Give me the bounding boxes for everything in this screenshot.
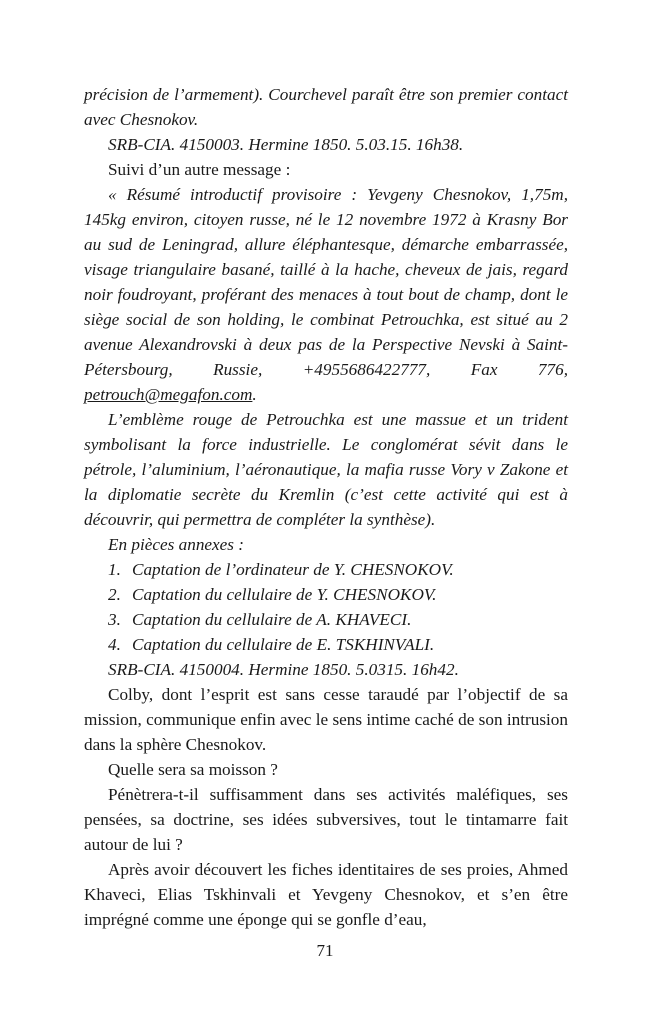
annex-text: Captation du cellulaire de A. KHAVECI. [132, 610, 412, 629]
paragraph-1: précision de l’armement). Courchevel paraît être son premier contact avec Chesnokov. [84, 85, 568, 129]
page-number: 71 [316, 941, 334, 960]
annex-item [84, 632, 568, 657]
paragraph-3: Suivi d’un autre message : [108, 160, 291, 179]
summary-end: . [252, 385, 257, 404]
email-link[interactable]: petrouch@megafon.com [84, 385, 253, 404]
emblem-paragraph: L’emblème rouge de Petrouchka est une massue et un trident symbolisant la force industrielle. Le conglomérat sévit dans le pétrole, l’aluminium, l’aéronautique, la mafia russe Vory v Zakone et la diplomatie secrète du Kremlin (c’est cette activité qui est à découvrir, qui permettra de compléter la synthèse). [84, 410, 568, 529]
annex-item [84, 557, 568, 582]
annex-text: Captation de l’ordinateur de Y. CHESNOKOV. [132, 560, 454, 579]
summary-text: « Résumé introductif provisoire : Yevgeny Chesnokov, 1,75m, 145kg environ, citoyen russe, né le 12 novembre 1972 à Krasny Bor au sud de Leningrad, allure éléphantesque, démarche embarrassée, visage triangulaire basané, taillé à la hache, cheveux de jais, regard noir foudroyant, proférant des menaces à tout bout de champ, dont le siège social de son holding, le combinat Petrouchka, est situé au 2 avenue Alexandrovski à deux pas de la Perspective Nevski à Saint-Pétersbourg, Russie, +4955686422777, Fax 776, [84, 185, 568, 379]
message-header-1: SRB-CIA. 4150003. Hermine 1850. 5.03.15. 16h38. [108, 135, 464, 154]
annex-text: Captation du cellulaire de E. TSKHINVALI. [132, 635, 435, 654]
annex-number: 1. [108, 560, 121, 579]
message-header-2: SRB-CIA. 4150004. Hermine 1850. 5.0315. 16h42. [108, 660, 459, 679]
summary-paragraph [84, 182, 568, 407]
annex-item [84, 607, 568, 632]
annex-number: 4. [108, 635, 121, 654]
annex-text: Captation du cellulaire de Y. CHESNOKOV. [132, 585, 437, 604]
paragraph-9: Quelle sera sa moisson ? [108, 760, 278, 779]
annexes-heading: En pièces annexes : [108, 535, 245, 554]
annex-number: 3. [108, 610, 121, 629]
paragraph-11: Après avoir découvert les fiches identitaires de ses proies, Ahmed Khaveci, Elias Tskhinvali et Yevgeny Chesnokov, et s’en être imprégné comme une éponge qui se gonfle d’eau, [84, 860, 568, 929]
paragraph-10: Pénètrera-t-il suffisamment dans ses activités maléfiques, ses pensées, sa doctrine, ses idées subversives, tout le tintamarre fait autour de lui ? [84, 785, 568, 854]
annex-number: 2. [108, 585, 121, 604]
annex-item [84, 582, 568, 607]
paragraph-8: Colby, dont l’esprit est sans cesse taraudé par l’objectif de sa mission, communique enfin avec le sens intime caché de son intrusion dans la sphère Chesnokov. [84, 685, 568, 754]
page-body [84, 82, 568, 932]
